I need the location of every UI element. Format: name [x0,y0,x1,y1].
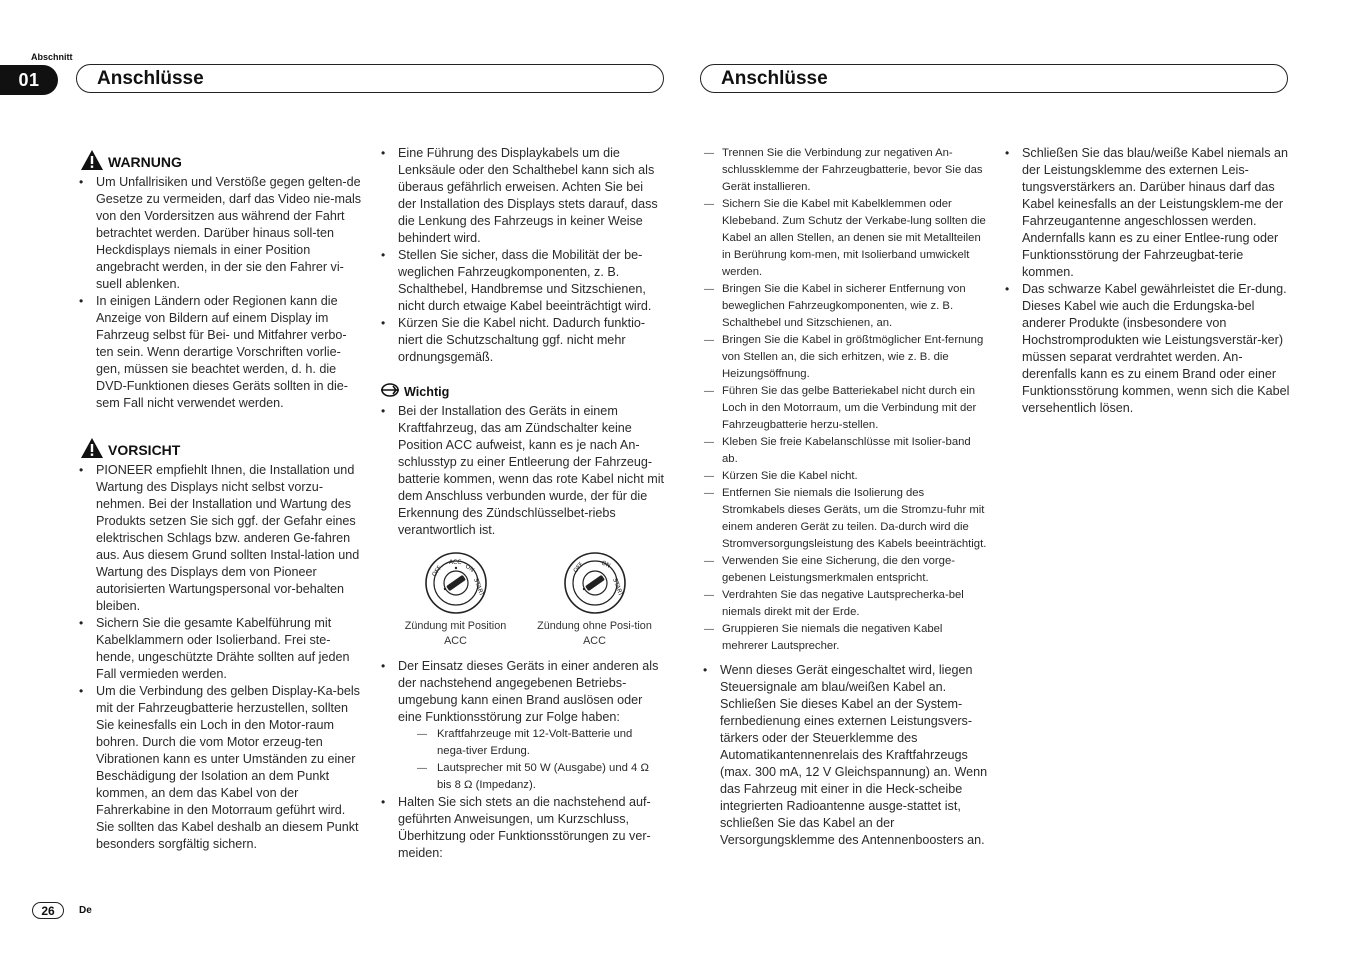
warning-heading [80,150,362,174]
list-item: • Sichern Sie die gesamte Kabelführung mit Kabelklammern oder Isolierband. Frei ste-hende, ungeschützte Drähte sollten auf jeden Fall vermieden werden. [78,615,362,683]
column-1 [78,150,362,853]
ignition-figures [380,551,664,649]
warning-triangle-icon [80,149,108,175]
ignition-label-acc: ACC [448,559,461,566]
page-title-left: Anschlüsse [76,64,664,93]
important-heading [380,383,664,401]
sub-list-item: — Führen Sie das gelbe Batteriekabel nicht durch ein Loch in den Motorraum, um die Verbindung mit der Fahrzeugbatterie herzu-stellen. [684,383,988,434]
ignition-label-off: OFF [430,564,443,579]
sub-list-item: — Kleben Sie freie Kabelanschlüsse mit Isolier-band ab. [684,434,988,468]
sub-list-item: — Bringen Sie die Kabel in größtmöglicher Ent-fernung von Stellen an, die sich erhitzen, wie z. B. die Heizungsöffnung. [684,332,988,383]
sub-list-item: — Sichern Sie die Kabel mit Kabelklemmen oder Klebeband. Zum Schutz der Verkabe-lung sollten die Kabel an allen Stellen, an denen sie mit Metallteilen in Berührung kom-men, mit Isolierband umwickelt werden. [684,196,988,281]
important-list [380,403,664,539]
ignition-switch-icon [397,551,515,615]
wiring-list [1004,145,1290,417]
list-item: • Stellen Sie sicher, dass die Mobilität der be-weglichen Fahrzeugkomponenten, z. B. Schalthebel, Handbremse und Sitzschienen, nicht durch etwaige Kabel beeinträchtigt wird. [380,247,664,315]
figure-caption: Zündung ohne Posi-tion ACC [537,620,652,647]
ignition-label-on: ON [463,562,475,574]
list-item: • Wenn dieses Gerät eingeschaltet wird, liegen Steuersignale am blau/weißen Kabel an. Schließen Sie dieses Kabel an der System-fernbedienung eines externen Leistungsvers-tärkers oder der Steuerklemme des Automatikantennenrelais des Kraftfahrzeugs (max. 300 mA, 12 V Gleichspannung) an. Wenn das Fahrzeug mit einer in die Heck-scheibe integrierten Radioantenne ausge-stattet ist, schließen Sie das Kabel an der Versorgungsklemme des Antennenboosters an. [702,662,988,849]
operating-conditions-list [380,658,664,862]
section-label: Abschnitt [31,52,73,62]
sub-list-item: — Trennen Sie die Verbindung zur negativen An-schlussklemme der Fahrzeugbatterie, bevor Sie das Gerät installieren. [684,145,988,196]
list-item: • Schließen Sie das blau/weiße Kabel niemals an der Leistungsklemme des externen Leis-tungsverstärkers an. Darüber hinaus darf das Kabel keinesfalls an der Leistungsklem-me der Fahrzeugantenne angeschlossen werden. Andernfalls kann es zu einer Entlee-rung oder Funktionsstörung der Fahrzeugbat-terie kommen. [1004,145,1290,281]
list-item: • Um Unfallrisiken und Verstöße gegen gelten-de Gesetze zu vermeiden, darf das Video nie-mals von den Vordersitzen aus während der Fahrt betrachtet werden. Darüber hinaus soll-ten Heckdisplays niemals in einer Position angebracht werden, in der sie den Fahrer vi-suell ablenken. [78,174,362,293]
list-item: • In einigen Ländern oder Regionen kann die Anzeige von Bildern auf einem Display im Fahrzeug selbst für Bei- und Mitfahrer verbo-ten sein. Wenn derartige Vorschriften vorlie-gen, müssen sie beachtet werden, d. h. die DVD-Funktionen dieses Geräts sollten in die-sem Fall nicht verwendet werden. [78,293,362,412]
language-code: De [79,905,92,916]
ignition-label-start: START [471,577,485,598]
instructions-list [684,145,988,655]
ignition-switch-icon [536,551,654,615]
list-item: • Eine Führung des Displaykabels um die Lenksäule oder den Schalthebel kann sich als überaus gefährlich erweisen. Achten Sie bei der Installation des Displays stets darauf, dass die Lenkung des Fahrzeugs in keiner Weise behindert wird. [380,145,664,247]
sub-list-item: — Verwenden Sie eine Sicherung, die den vorge-gebenen Leistungsmerkmalen entspricht. [684,553,988,587]
figure-caption: Zündung mit Position ACC [404,620,507,647]
important-note-icon [380,383,404,402]
page-number: 26 [32,902,64,919]
sub-list [398,726,664,794]
ignition-label-start: START [610,577,624,598]
list-item [380,658,664,794]
chapter-number-tab: 01 [0,65,58,95]
column-2 [380,145,664,862]
list-item: • PIONEER empfiehlt Ihnen, die Installation und Wartung des Displays nicht selbst vorzu-nehmen. Bei der Installation und Wartung des Produkts setzen Sie sich ggf. der Gefahr eines elektrischen Schlags bzw. anderen Ge-fahren aus. Aus diesem Grund sollten Instal-lation und Wartung des Displays dem von Pioneer autorisierten Wartungspersonal vor-behalten bleiben. [78,462,362,615]
column-4 [1004,145,1290,417]
sub-list-item: — Gruppieren Sie niemals die negativen Kabel mehrerer Lautsprecher. [684,621,988,655]
caution-heading [80,438,362,462]
cable-routing-list [380,145,664,366]
caution-triangle-icon [80,437,108,463]
signal-list [702,662,988,849]
caution-list [78,462,362,853]
list-item: • Um die Verbindung des gelben Display-Ka-bels mit der Fahrzeugbatterie herzustellen, sollten Sie keinesfalls ein Loch in den Motor-raum bohren. Durch die vom Motor erzeug-ten Vibrationen kann es unter Umständen zu einer Beschädigung der Isolation an dem Punkt kommen, an dem das Kabel von der Fahrerkabine in den Motorraum geführt wird. Sie sollten das Kabel deshalb an diesem Punkt besonders sorgfältig sichern. [78,683,362,853]
sub-list-item: — Bringen Sie die Kabel in sicherer Entfernung von beweglichen Fahrzeugkomponenten, wie z. B. Schalthebel und Sitzschienen, an. [684,281,988,332]
important-title: Wichtig [404,384,450,399]
list-item: • Bei der Installation des Geräts in einem Kraftfahrzeug, das am Zündschalter keine Position ACC aufweist, kann es je nach An-schlusstyp zu einer Entleerung der Fahrzeug-batterie kommen, wenn das rote Kabel nicht mit dem Anschluss verbunden wurde, der für die Erkennung des Zündschlüsselbet-riebs verantwortlich ist. [380,403,664,539]
sub-list-item: — Entfernen Sie niemals die Isolierung des Stromkabels dieses Geräts, um die Stromzu-fuhr mit einem anderen Gerät zu teilen. Da-durch wird die Stromversorgungsleistung des Kabels beeinträchtigt. [684,485,988,553]
sub-list-item: — Kraftfahrzeuge mit 12-Volt-Batterie und nega-tiver Erdung. [398,726,664,760]
sub-list-item: — Kürzen Sie die Kabel nicht. [684,468,988,485]
list-item: • Halten Sie sich stets an die nachstehend auf-geführten Anweisungen, um Kurzschluss, Überhitzung oder Funktionsstörungen zu ver-meiden: [380,794,664,862]
list-item-text: Der Einsatz dieses Geräts in einer anderen als der nachstehend angegebenen Betriebs-umgebung kann einen Brand auslösen oder eine Funktionsstörung zur Folge haben: [398,659,659,724]
figure-ignition-without-acc [536,551,654,649]
list-item: • Kürzen Sie die Kabel nicht. Dadurch funktio-niert die Schutzschaltung ggf. nicht mehr ordnungsgemäß. [380,315,664,366]
sub-list-item: — Verdrahten Sie das negative Lautsprecherka-bel niemals direkt mit der Erde. [684,587,988,621]
warning-list [78,174,362,412]
sub-list-item: — Lautsprecher mit 50 W (Ausgabe) und 4 Ω bis 8 Ω (Impedanz). [398,760,664,794]
warning-title: WARNUNG [108,153,182,170]
page-title-right: Anschlüsse [700,64,1288,93]
list-item: • Das schwarze Kabel gewährleistet die Er-dung. Dieses Kabel wie auch die Erdungska-bel anderer Produkte (insbesondere von Hochstromprodukten wie Leistungsverstär-ker) müssen separat verdrahtet werden. An-derenfalls kann es zu einem Brand oder einer Funktionsstörung kommen, wenn sich die Kabel versehentlich lösen. [1004,281,1290,417]
column-3 [702,145,988,849]
caution-title: VORSICHT [108,441,181,458]
ignition-label-off: OFF [571,560,585,575]
ignition-label-on: ON [599,559,611,570]
figure-ignition-with-acc [397,551,515,649]
